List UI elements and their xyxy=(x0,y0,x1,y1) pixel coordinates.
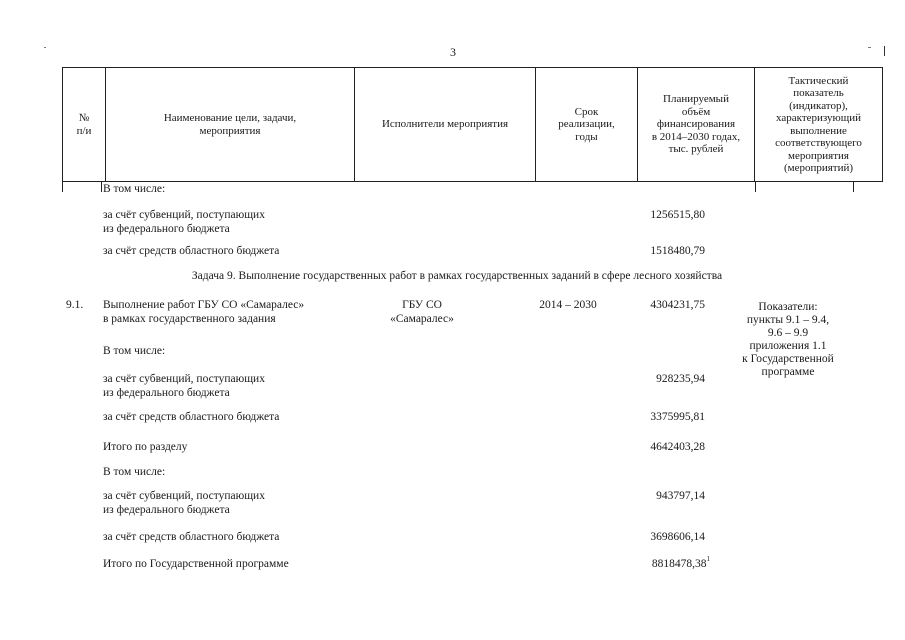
scan-speck xyxy=(44,47,46,48)
indicator-line: к Государственной xyxy=(742,353,834,365)
indicator-line: 9.6 – 9.9 xyxy=(767,327,809,339)
federal-label: из федерального бюджета xyxy=(103,223,230,235)
item-number: 9.1. xyxy=(66,299,84,311)
federal-value: 943797,14 xyxy=(656,490,705,502)
regional-label: за счёт средств областного бюджета xyxy=(103,411,280,423)
header-executors: Исполнители мероприятия xyxy=(355,68,536,182)
program-total-amount: 8818478,38 xyxy=(651,558,707,570)
task-heading: Задача 9. Выполнение государственных работ в рамках государственных заданий в сфере лесного хозяйства xyxy=(191,270,723,282)
incl-label: В том числе: xyxy=(103,466,166,478)
header-funding: Планируемый объём финансирования в 2014–2030 годах, тыс. рублей xyxy=(638,68,755,182)
federal-label: за счёт субвенций, поступающих xyxy=(103,373,265,385)
federal-label: из федерального бюджета xyxy=(103,387,230,399)
table-border-right xyxy=(755,182,854,192)
incl-label: В том числе: xyxy=(103,183,166,195)
header-no: № п/и xyxy=(63,68,106,182)
federal-label: за счёт субвенций, поступающих xyxy=(103,490,265,502)
footnote-mark: 1 xyxy=(706,555,710,564)
section-total-value: 4642403,28 xyxy=(650,441,705,453)
margin-mark xyxy=(884,46,885,56)
header-term: Срок реализации, годы xyxy=(536,68,638,182)
program-total-label: Итого по Государственной программе xyxy=(103,558,289,570)
page-number: 3 xyxy=(450,45,456,59)
item-executor: «Самаралес» xyxy=(390,313,454,325)
scan-speck xyxy=(868,47,871,48)
federal-value: 928235,94 xyxy=(656,373,705,385)
indicator-line: приложения 1.1 xyxy=(749,340,827,352)
indicator-line: программе xyxy=(761,366,815,378)
table-header xyxy=(62,67,883,182)
table-border-left xyxy=(62,182,102,192)
regional-value: 3375995,81 xyxy=(650,411,705,423)
indicator-line: пункты 9.1 – 9.4, xyxy=(746,314,830,326)
item-term: 2014 – 2030 xyxy=(539,299,597,311)
item-name: Выполнение работ ГБУ СО «Самаралес» xyxy=(103,299,305,311)
indicator-line: Показатели: xyxy=(758,301,818,313)
program-total-value xyxy=(620,555,710,571)
regional-label: за счёт средств областного бюджета xyxy=(103,531,280,543)
item-name: в рамках государственного задания xyxy=(103,313,276,325)
incl-label: В том числе: xyxy=(103,345,166,357)
item-executor: ГБУ СО xyxy=(402,299,442,311)
header-indicator: Тактический показатель (индикатор), характеризующий выполнение соответствующего мероприятия (мероприятий) xyxy=(755,68,883,182)
regional-value: 3698606,14 xyxy=(650,531,705,543)
federal-label: из федерального бюджета xyxy=(103,504,230,516)
header-name: Наименование цели, задачи, мероприятия xyxy=(106,68,355,182)
item-value: 4304231,75 xyxy=(650,299,705,311)
regional-value: 1518480,79 xyxy=(650,245,705,257)
federal-value: 1256515,80 xyxy=(650,209,705,221)
federal-label: за счёт субвенций, поступающих xyxy=(103,209,265,221)
section-total-label: Итого по разделу xyxy=(103,441,188,453)
regional-label: за счёт средств областного бюджета xyxy=(103,245,280,257)
